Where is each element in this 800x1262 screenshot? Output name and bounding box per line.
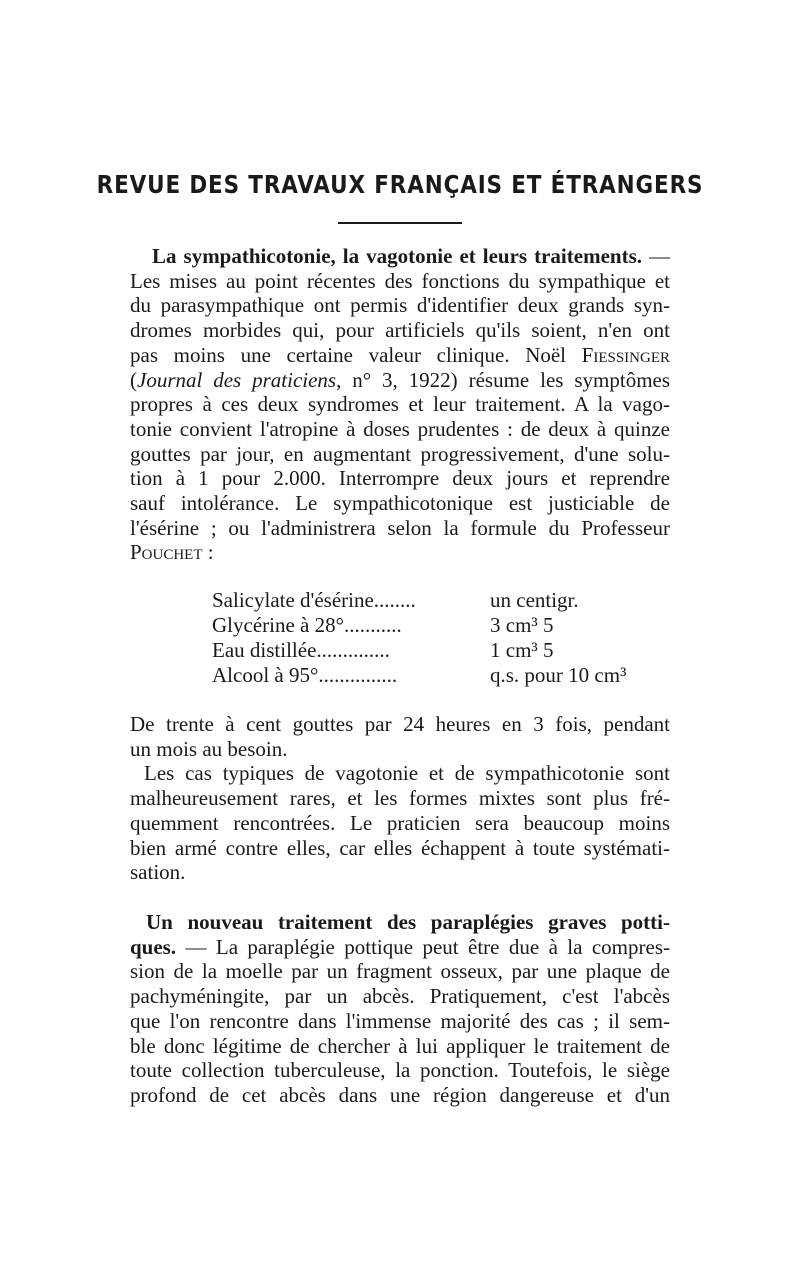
article-1-continuation (130, 712, 670, 885)
body-line: toute collection tuberculeuse, la ponction. Toutefois, le siège (130, 1058, 670, 1083)
author-name: Fiessinger (581, 342, 670, 367)
body-line-citation: (Journal des praticiens, n° 3, 1922) résume les symptômes (130, 367, 671, 392)
article-2 (130, 910, 670, 1108)
body-line: du parasympathique ont permis d'identifier deux grands syn- (130, 293, 670, 318)
formula-row (212, 613, 650, 638)
article-2-title-line-2: ques. — La paraplégie pottique peut être due à la compres- (130, 934, 670, 959)
body-line: bien armé contre elles, car elles échappent à toute systémati- (130, 835, 670, 860)
body-line: sauf intolérance. Le sympathicotonique est justiciable de (130, 491, 670, 516)
article-2-title-line (130, 910, 670, 935)
body-line: dromes morbides qui, pour artificiels qu'ils soient, n'en ont (130, 318, 670, 343)
formula-row (212, 663, 650, 688)
body-line: Les mises au point récentes des fonctions du sympathique et (130, 268, 670, 293)
body-line: malheureusement rares, et les formes mixtes sont plus fré- (130, 786, 670, 811)
body-line: profond de cet abcès dans une région dangereuse et d'un (130, 1082, 670, 1107)
formula-quantity: 3 cm³ 5 (490, 613, 554, 637)
body-line-author: pas moins une certaine valeur clinique. Noël Fiessinger (130, 342, 670, 367)
formula-row (212, 638, 650, 663)
body-line: tion à 1 pour 2.000. Interrompre deux jours et reprendre (130, 466, 670, 491)
article-1-title-line: La sympathicotonie, la vagotonie et leurs traitements. — (152, 244, 671, 268)
article-1-title: La sympathicotonie, la vagotonie et leurs traitements. (152, 244, 642, 268)
page-heading: REVUE DES TRAVAUX FRANÇAIS ET ÉTRANGERS (96, 170, 704, 199)
formula-quantity: un centigr. (490, 588, 579, 612)
formula-ingredient: Alcool à 95°............... (212, 663, 398, 687)
formula-ingredient: Glycérine à 28°........... (212, 613, 402, 637)
heading-rule (338, 222, 462, 224)
formula-quantity: 1 cm³ 5 (490, 638, 554, 662)
body-line: propres à ces deux syndromes et leur traitement. A la vago- (130, 392, 670, 417)
body-line: De trente à cent gouttes par 24 heures en 3 fois, pendant (130, 712, 670, 736)
body-line: que l'on rencontre dans l'immense majorité des cas ; il sem- (130, 1008, 670, 1033)
body-line: quemment rencontrées. Le praticien sera beaucoup moins (130, 810, 670, 835)
body-line: sation. (130, 860, 186, 885)
formula-ingredient: Salicylate d'ésérine........ (212, 588, 416, 612)
professor-name: Pouchet (130, 540, 203, 565)
article-2-title: Un nouveau traitement des paraplégies graves potti- (146, 910, 670, 934)
body-line-professor: Pouchet : (130, 540, 214, 565)
journal-name: Journal des praticiens (137, 367, 337, 392)
body-line: Les cas typiques de vagotonie et de sympathicotonie sont (144, 761, 670, 786)
body-line: gouttes par jour, en augmentant progressivement, d'une solu- (130, 441, 670, 466)
article-1 (130, 244, 670, 565)
body-line: pachyméningite, par un abcès. Pratiquement, c'est l'abcès (130, 984, 670, 1009)
formula-ingredient: Eau distillée.............. (212, 638, 390, 662)
body-line: ble donc légitime de chercher à lui appliquer le traitement de (130, 1033, 670, 1058)
formula-row (212, 588, 650, 613)
body-line: sion de la moelle par un fragment osseux, par une plaque de (130, 959, 670, 984)
formula-quantity: q.s. pour 10 cm³ (490, 663, 627, 687)
body-line: un mois au besoin. (130, 736, 288, 761)
body-line: tonie convient l'atropine à doses prudentes : de deux à quinze (130, 416, 670, 441)
prescription-formula (212, 588, 650, 688)
body-line: l'ésérine ; ou l'administrera selon la formule du Professeur (130, 515, 670, 540)
